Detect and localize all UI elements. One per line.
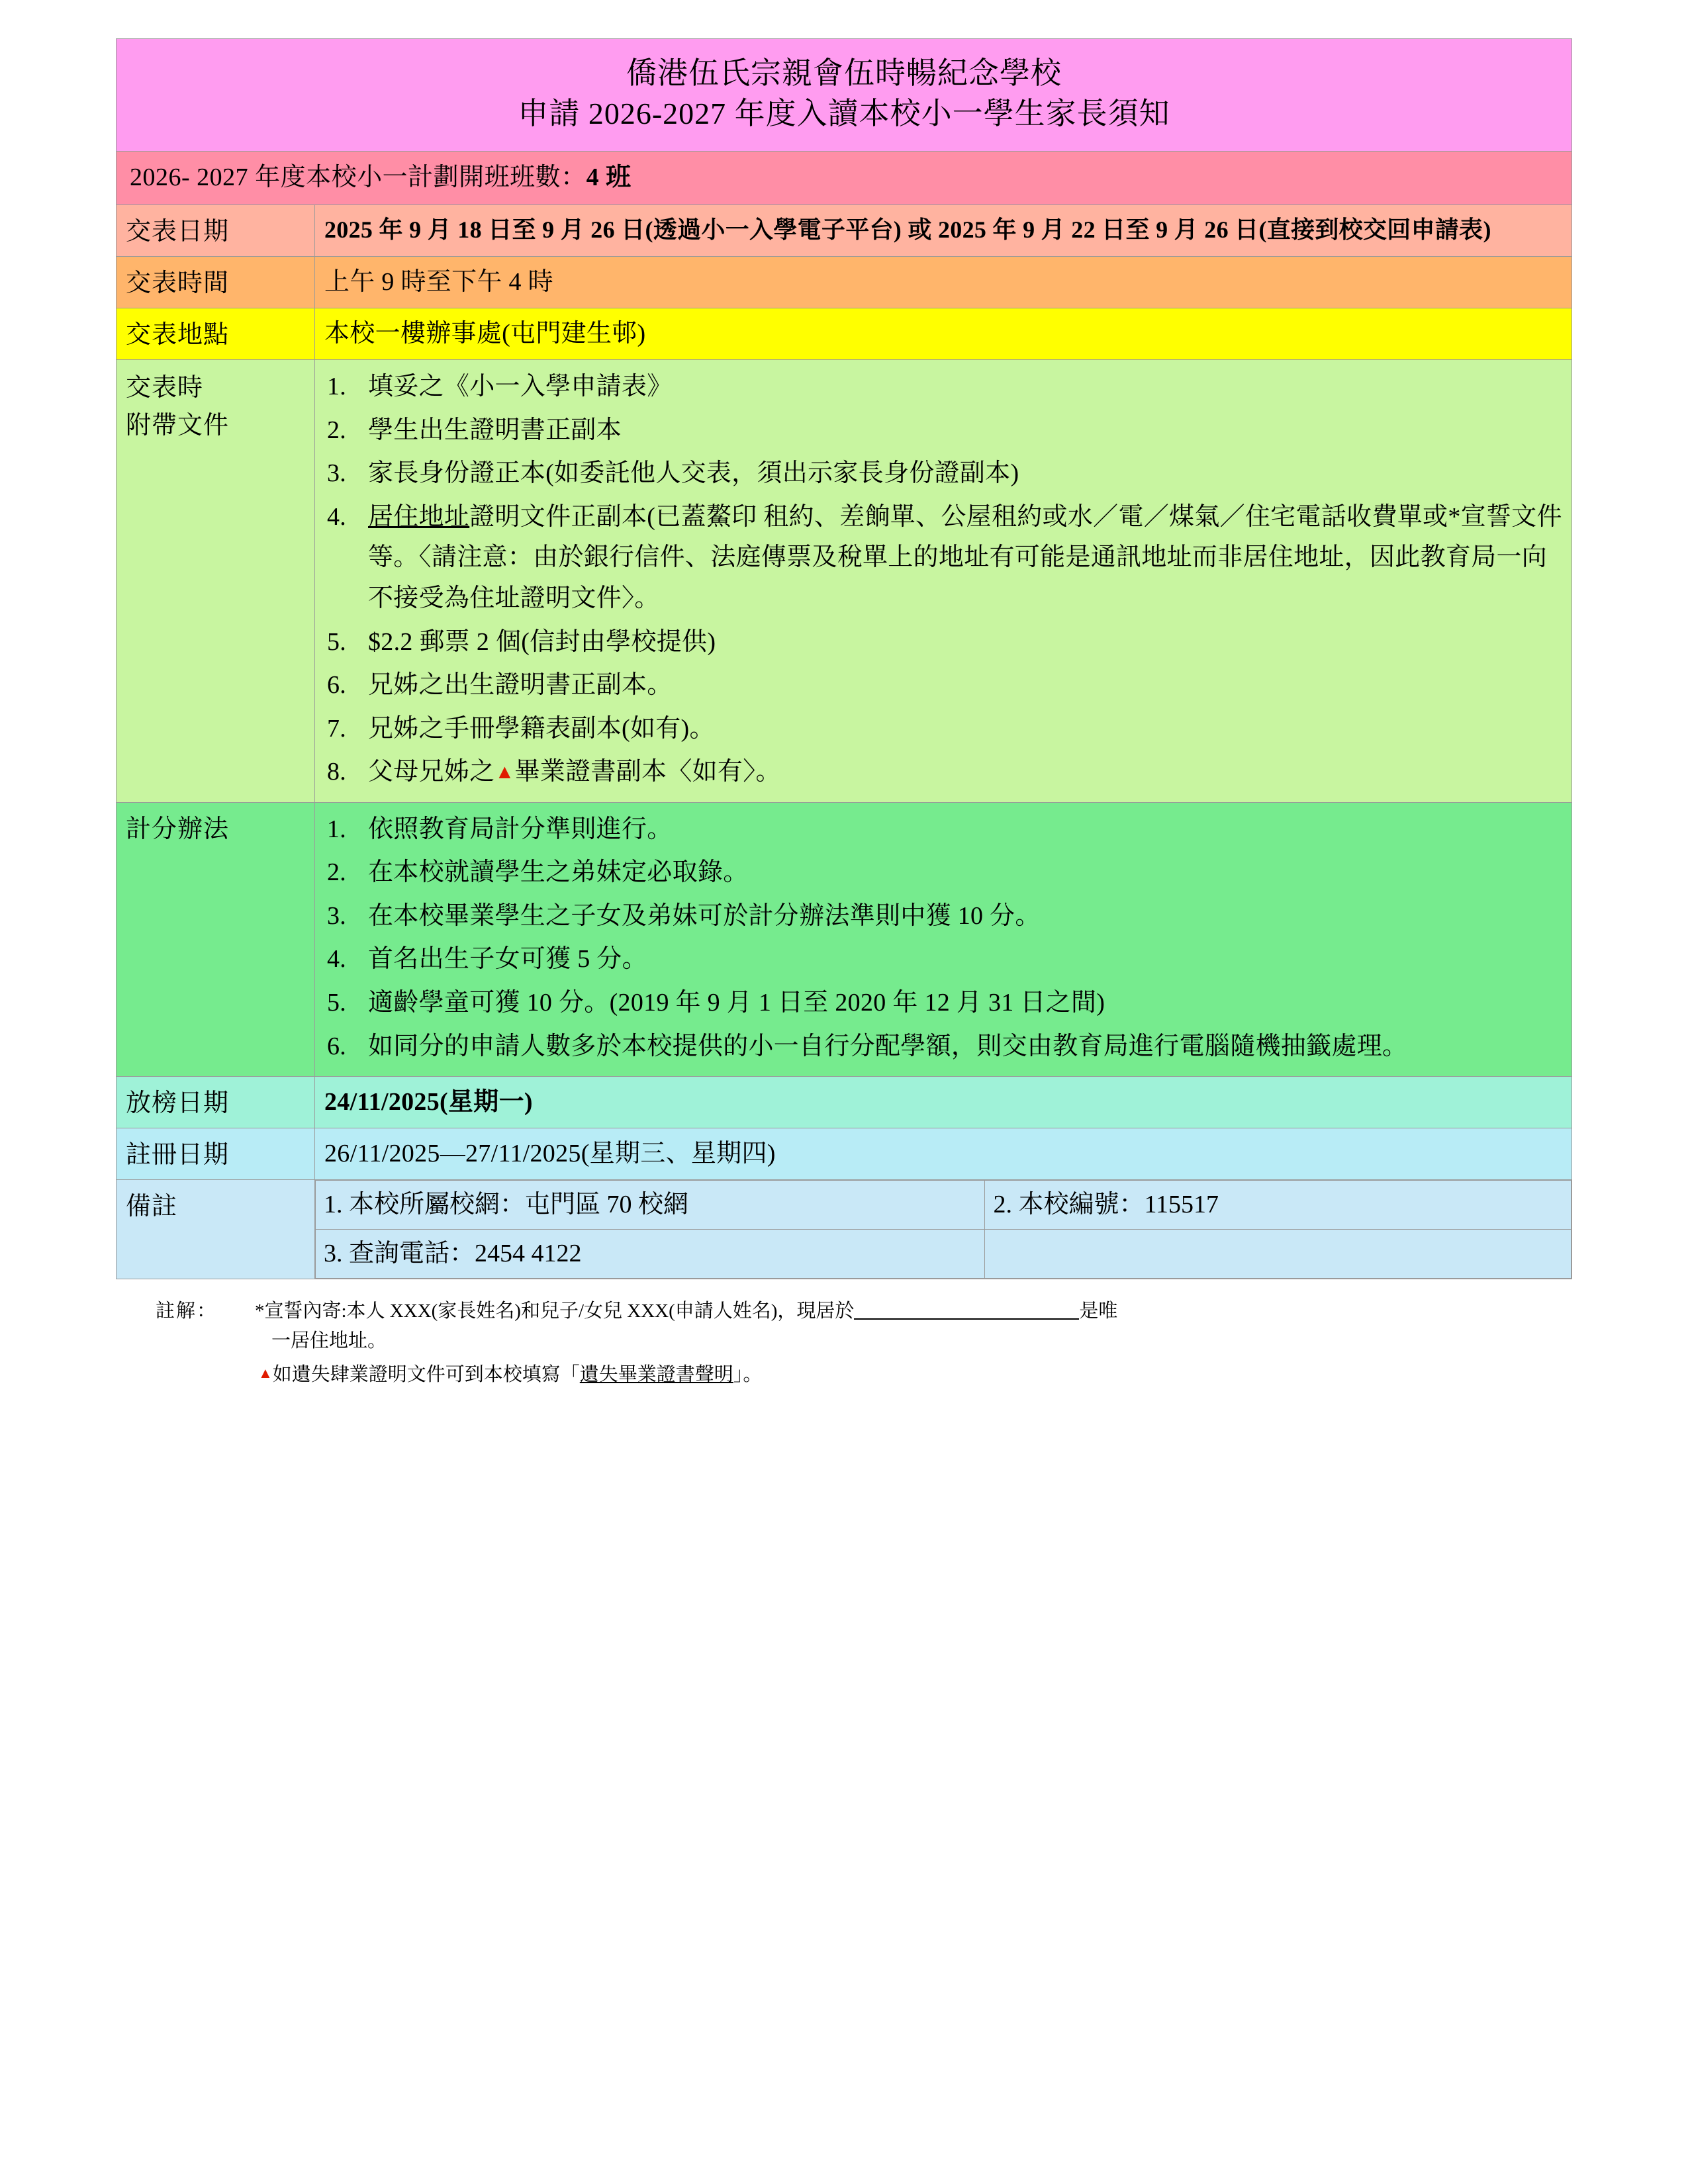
remark-empty-cell xyxy=(985,1230,1571,1279)
documents-label-line1: 交表時 xyxy=(126,374,204,402)
red-triangle-icon: ▲ xyxy=(258,1365,273,1382)
submit-date-label: 交表日期 xyxy=(117,205,315,256)
item-text: 證明文件正副本(已蓋鰲印 租約、差餉單、公屋租約或水／電／煤氣／住宅電話收費單或*宣誓文件等。〈請注意：由於銀行信件、法庭傳票及稅單上的地址有可能是通訊地址而非居住地址，因此教育局一向不接受為住址證明文件〉。 xyxy=(368,502,1562,613)
register-date-value: 26/11/2025—27/11/2025(星期三、星期四) xyxy=(315,1128,1572,1180)
item-number: 3. xyxy=(327,901,347,930)
submit-date-row xyxy=(117,205,1572,256)
submit-time-value: 上午 9 時至下午 4 時 xyxy=(315,256,1572,308)
table-row xyxy=(316,1181,1571,1230)
list-item xyxy=(324,665,1562,706)
item-text: 填妥之《小一入學申請表》 xyxy=(368,373,673,401)
result-date-label: 放榜日期 xyxy=(117,1077,315,1128)
documents-label-line2: 附帶文件 xyxy=(126,412,230,440)
item-number: 2. xyxy=(327,858,347,887)
item-number: 6. xyxy=(327,1032,347,1060)
list-item xyxy=(324,367,1562,408)
documents-value xyxy=(315,360,1572,802)
result-date-row xyxy=(117,1077,1572,1128)
item-text: 在本校就讀學生之弟妹定必取錄。 xyxy=(368,858,749,887)
list-item xyxy=(324,622,1562,663)
submit-place-label: 交表地點 xyxy=(117,308,315,360)
notice-table xyxy=(116,38,1572,1279)
submit-time-row xyxy=(117,256,1572,308)
remark-table xyxy=(315,1180,1571,1279)
item-text: 學生出生證明書正副本 xyxy=(368,416,622,444)
school-name: 僑港伍氏宗親會伍時暢紀念學校 xyxy=(626,56,1062,90)
list-item xyxy=(324,852,1562,893)
item-number: 2. xyxy=(327,416,347,444)
documents-row xyxy=(117,360,1572,802)
list-item xyxy=(324,453,1562,494)
list-item xyxy=(324,752,1562,793)
item-number: 6. xyxy=(327,671,347,700)
remark-item-3: 3. 查詢電話：2454 4122 xyxy=(316,1230,985,1279)
scoring-value xyxy=(315,802,1572,1076)
scoring-label: 計分辦法 xyxy=(117,802,315,1076)
footnote-text-3a: 如遺失肆業證明文件可到本校填寫「 xyxy=(272,1364,580,1386)
list-item xyxy=(324,410,1562,451)
item-text: 家長身份證正本(如委託他人交表，須出示家長身份證副本) xyxy=(368,459,1019,488)
result-date-value: 24/11/2025(星期一) xyxy=(315,1077,1572,1128)
remark-row xyxy=(117,1180,1572,1279)
item-number: 1. xyxy=(327,815,347,843)
item-text: 兄姊之出生證明書正副本。 xyxy=(368,671,673,700)
title-cell xyxy=(117,39,1572,152)
item-number: 5. xyxy=(327,988,347,1017)
submit-place-row xyxy=(117,308,1572,360)
register-date-label: 註冊日期 xyxy=(117,1128,315,1180)
footnotes xyxy=(116,1297,1572,1391)
class-plan-cell xyxy=(117,152,1572,205)
footnote-label: 註解： xyxy=(156,1300,218,1322)
list-item xyxy=(324,939,1562,980)
submit-date-value: 2025 年 9 月 18 日至 9 月 26 日(透過小一入學電子平台) 或 2025 年 9 月 22 日至 9 月 26 日(直接到校交回申請表) xyxy=(315,205,1572,256)
item-text: 如同分的申請人數多於本校提供的小一自行分配學額，則交由教育局進行電腦隨機抽籤處理。 xyxy=(368,1032,1408,1060)
remark-item-1: 1. 本校所屬校網：屯門區 70 校網 xyxy=(316,1181,985,1230)
remark-value xyxy=(315,1180,1572,1279)
item-text-prefix: 父母兄姊之 xyxy=(368,758,495,786)
footnote-line-3 xyxy=(156,1359,1572,1391)
list-item xyxy=(324,709,1562,750)
register-date-row xyxy=(117,1128,1572,1180)
footnote-text-1 xyxy=(255,1297,1572,1326)
item-text: $2.2 郵票 2 個(信封由學校提供) xyxy=(368,627,716,656)
list-item xyxy=(324,896,1562,937)
blank-fill-line xyxy=(854,1318,1079,1320)
title-row xyxy=(117,39,1572,152)
submit-time-label: 交表時間 xyxy=(117,256,315,308)
list-item xyxy=(324,809,1562,850)
scoring-list xyxy=(324,809,1562,1067)
item-number: 4. xyxy=(327,945,347,974)
item-number: 4. xyxy=(327,502,347,531)
class-plan-text: 2026- 2027 年度本校小一計劃開班班數： xyxy=(130,163,586,192)
footnote-line-1 xyxy=(156,1297,1572,1326)
item-number: 1. xyxy=(327,373,347,401)
footnote-text-3b: 」。 xyxy=(733,1364,763,1386)
remark-item-2: 2. 本校編號：115517 xyxy=(985,1181,1571,1230)
item-number: 8. xyxy=(327,758,347,786)
footnote-text-3-underline: 遺失畢業證書聲明 xyxy=(579,1364,733,1386)
submit-place-value: 本校一樓辦事處(屯門建生邨) xyxy=(315,308,1572,360)
item-text: 依照教育局計分準則進行。 xyxy=(368,815,673,843)
list-item xyxy=(324,1026,1562,1068)
item-text: 在本校畢業學生之子女及弟妹可於計分辦法準則中獲 10 分。 xyxy=(368,901,1041,930)
remark-label: 備註 xyxy=(117,1180,315,1279)
table-row xyxy=(316,1230,1571,1279)
page-title: 申請 2026-2027 年度入讀本校小一學生家長須知 xyxy=(518,96,1170,130)
red-triangle-icon: ▲ xyxy=(494,761,515,784)
footnote-text-1a: *宣誓內寄:本人 XXX(家長姓名)和兒子/女兒 XXX(申請人姓名)，現居於 xyxy=(255,1300,855,1322)
item-number: 3. xyxy=(327,459,347,488)
list-item xyxy=(324,983,1562,1024)
list-item xyxy=(324,497,1562,619)
scoring-row xyxy=(117,802,1572,1076)
item-number: 5. xyxy=(327,627,347,656)
item-text: 適齡學童可獲 10 分。(2019 年 9 月 1 日至 2020 年 12 月 31 日之間) xyxy=(368,988,1105,1017)
item-text-underline: 居住地址 xyxy=(368,502,470,531)
footnote-line-2: 一居住地址。 xyxy=(271,1330,387,1352)
documents-label xyxy=(117,360,315,802)
item-text-suffix: 畢業證書副本〈如有〉。 xyxy=(514,758,781,786)
footnote-text-1b: 是唯 xyxy=(1079,1300,1118,1322)
item-text: 兄姊之手冊學籍表副本(如有)。 xyxy=(368,714,715,743)
item-text: 首名出生子女可獲 5 分。 xyxy=(368,945,647,974)
documents-list xyxy=(324,367,1562,792)
class-plan-row xyxy=(117,152,1572,205)
item-number: 7. xyxy=(327,714,347,743)
class-plan-value: 4 班 xyxy=(586,163,632,192)
